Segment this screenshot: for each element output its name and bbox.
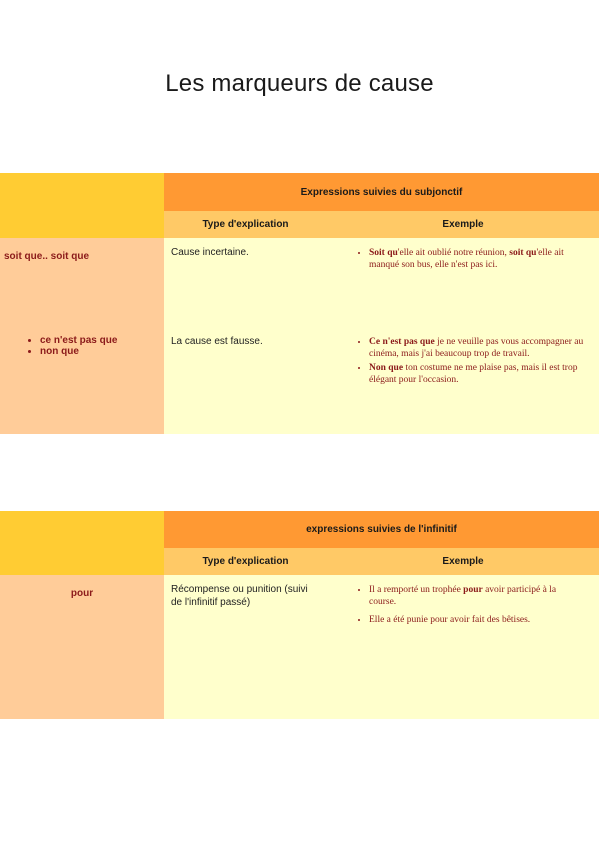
table2-col-type (164, 548, 327, 575)
table1-row2-labels (2, 335, 164, 357)
table2-heading-text: expressions suivies de l'infinitif (306, 524, 457, 535)
table1-col-type (164, 211, 327, 238)
example-item: • Il a remporté un trophée pour avoir participé à la course. (369, 584, 579, 608)
table2-row1-label-cell (0, 575, 164, 719)
table1-row1-type: Cause incertaine. (171, 247, 249, 258)
table1-row2-example-cell (327, 327, 599, 434)
table1-row2-label-cell (0, 327, 164, 434)
table1-row1-type-cell (164, 238, 327, 327)
table2-heading (164, 511, 599, 548)
table1-row1-examples (331, 247, 593, 271)
example-item: • Elle a été punie pour avoir fait des bêtises. (369, 614, 579, 626)
example-item: • Soit qu'elle ait oublié notre réunion, soit qu'elle ait manqué son bus, elle n'est pas ici. (369, 247, 593, 271)
table1-heading-text: Expressions suivies du subjonctif (300, 186, 463, 198)
table2-row1-label: pour (70, 588, 94, 599)
table2-row1-examples (331, 584, 579, 626)
table2-row1-type: Récompense ou punition (suivi de l'infinitif passé) (171, 584, 308, 608)
table1-row2-type-cell (164, 327, 327, 434)
table2-row1-example-cell (327, 575, 599, 719)
table1-col-example (327, 211, 599, 238)
table2-col-type-label: Type d'explication (202, 556, 289, 567)
label-item: • ce n'est pas que (40, 335, 164, 346)
table1-col-type-label: Type d'explication (202, 219, 289, 230)
table1-row1-example-cell (327, 238, 599, 327)
table1-row1-label-cell (0, 238, 164, 327)
table1-heading (164, 173, 599, 211)
example-item: • Non que ton costume ne me plaise pas, mais il est trop élégant pour l'occasion. (369, 362, 593, 386)
table2-col-example (327, 548, 599, 575)
table1-row2-type: La cause est fausse. (171, 336, 263, 347)
page-title: Les marqueurs de cause (165, 70, 434, 97)
example-item: • Ce n'est pas que je ne veuille pas vous accompagner au cinéma, mais j'ai beaucoup trop de travail. (369, 336, 593, 360)
table1-corner (0, 173, 164, 238)
table2-col-example-label: Exemple (442, 556, 484, 567)
table1-row2-examples (331, 336, 593, 386)
table1-col-example-label: Exemple (442, 219, 484, 230)
table2-row1-type-cell (164, 575, 327, 719)
table1-row1-label: soit que.. soit que (4, 251, 90, 262)
label-item: • non que (40, 346, 164, 357)
table2-corner (0, 511, 164, 575)
